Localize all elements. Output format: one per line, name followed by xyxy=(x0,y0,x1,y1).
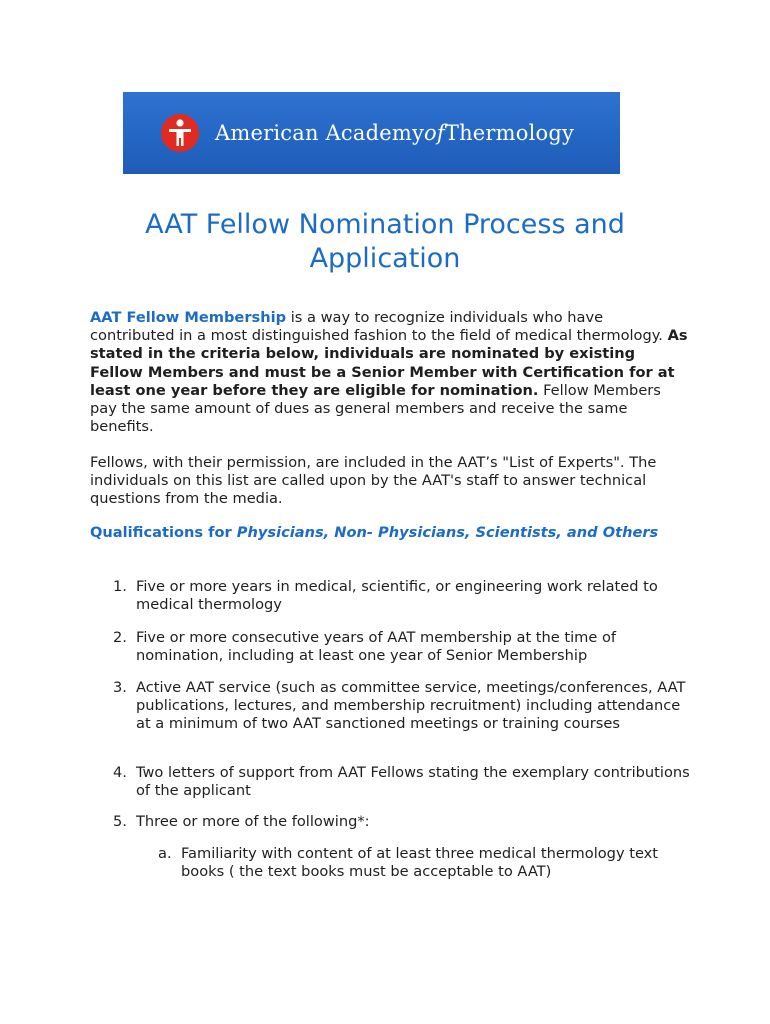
title-line-2: Application xyxy=(309,243,461,274)
list-item-number: 5. xyxy=(113,813,127,830)
intro-paragraph xyxy=(90,309,690,436)
fellow-membership-term: AAT Fellow Membership xyxy=(90,309,287,326)
list-item xyxy=(113,629,693,665)
list-item-number: 1. xyxy=(113,578,127,595)
header-banner xyxy=(123,92,620,174)
experts-paragraph: Fellows, with their permission, are included in the AAT’s "List of Experts". The individuals on this list are called upon by the AAT's staff to answer technical questions from the media. xyxy=(90,454,657,508)
list-item-text: Active AAT service (such as committee service, meetings/conferences, AAT publications, lectures, and membership recruitment) including attendance at a minimum of two AAT sanctioned meetings or training courses xyxy=(136,679,686,733)
org-name-prefix: American Academy xyxy=(215,121,425,145)
list-item xyxy=(113,679,693,734)
page-title xyxy=(90,208,680,276)
list-item xyxy=(113,764,693,800)
intro-criteria-bold: As stated in the criteria below, individuals are nominated by existing Fellow Members and must be a Senior Member with Certification for at least one year before they are eligible for nomination. xyxy=(90,327,688,399)
intro-text-2: Fellow Members pay the same amount of dues as general members and receive the same benefits. xyxy=(90,381,661,436)
title-line-1: AAT Fellow Nomination Process and xyxy=(145,209,625,240)
list-item xyxy=(113,813,693,831)
list-item-number: 4. xyxy=(113,764,127,781)
organization-name xyxy=(215,92,574,174)
sub-list-item-text: Familiarity with content of at least three medical thermology text books ( the text books must be acceptable to AAT) xyxy=(181,845,659,881)
list-item xyxy=(113,578,693,614)
qualifications-heading-italic: Physicians, Non- Physicians, Scientists, and Others xyxy=(236,524,659,541)
list-item-number: 2. xyxy=(113,629,127,646)
org-name-suffix: Thermology xyxy=(444,121,575,145)
list-item-text: Three or more of the following*: xyxy=(136,813,370,830)
intro-text-1: is a way to recognize individuals who have contributed in a most distinguished fashion to the field of medical thermology. xyxy=(90,309,668,345)
list-item-text: Two letters of support from AAT Fellows stating the exemplary contributions of the applicant xyxy=(136,764,690,800)
qualifications-heading xyxy=(90,524,690,542)
org-name-of: of xyxy=(424,121,445,145)
person-figure-icon xyxy=(160,113,200,153)
list-item-number: 3. xyxy=(113,679,127,696)
qualifications-heading-plain: Qualifications for xyxy=(90,524,237,541)
list-item-text: Five or more years in medical, scientific, or engineering work related to medical thermology xyxy=(136,578,658,614)
sub-list-item-letter: a. xyxy=(158,845,172,862)
sub-list-item xyxy=(158,845,688,881)
list-item-text: Five or more consecutive years of AAT membership at the time of nomination, including at least one year of Senior Membership xyxy=(136,629,617,665)
